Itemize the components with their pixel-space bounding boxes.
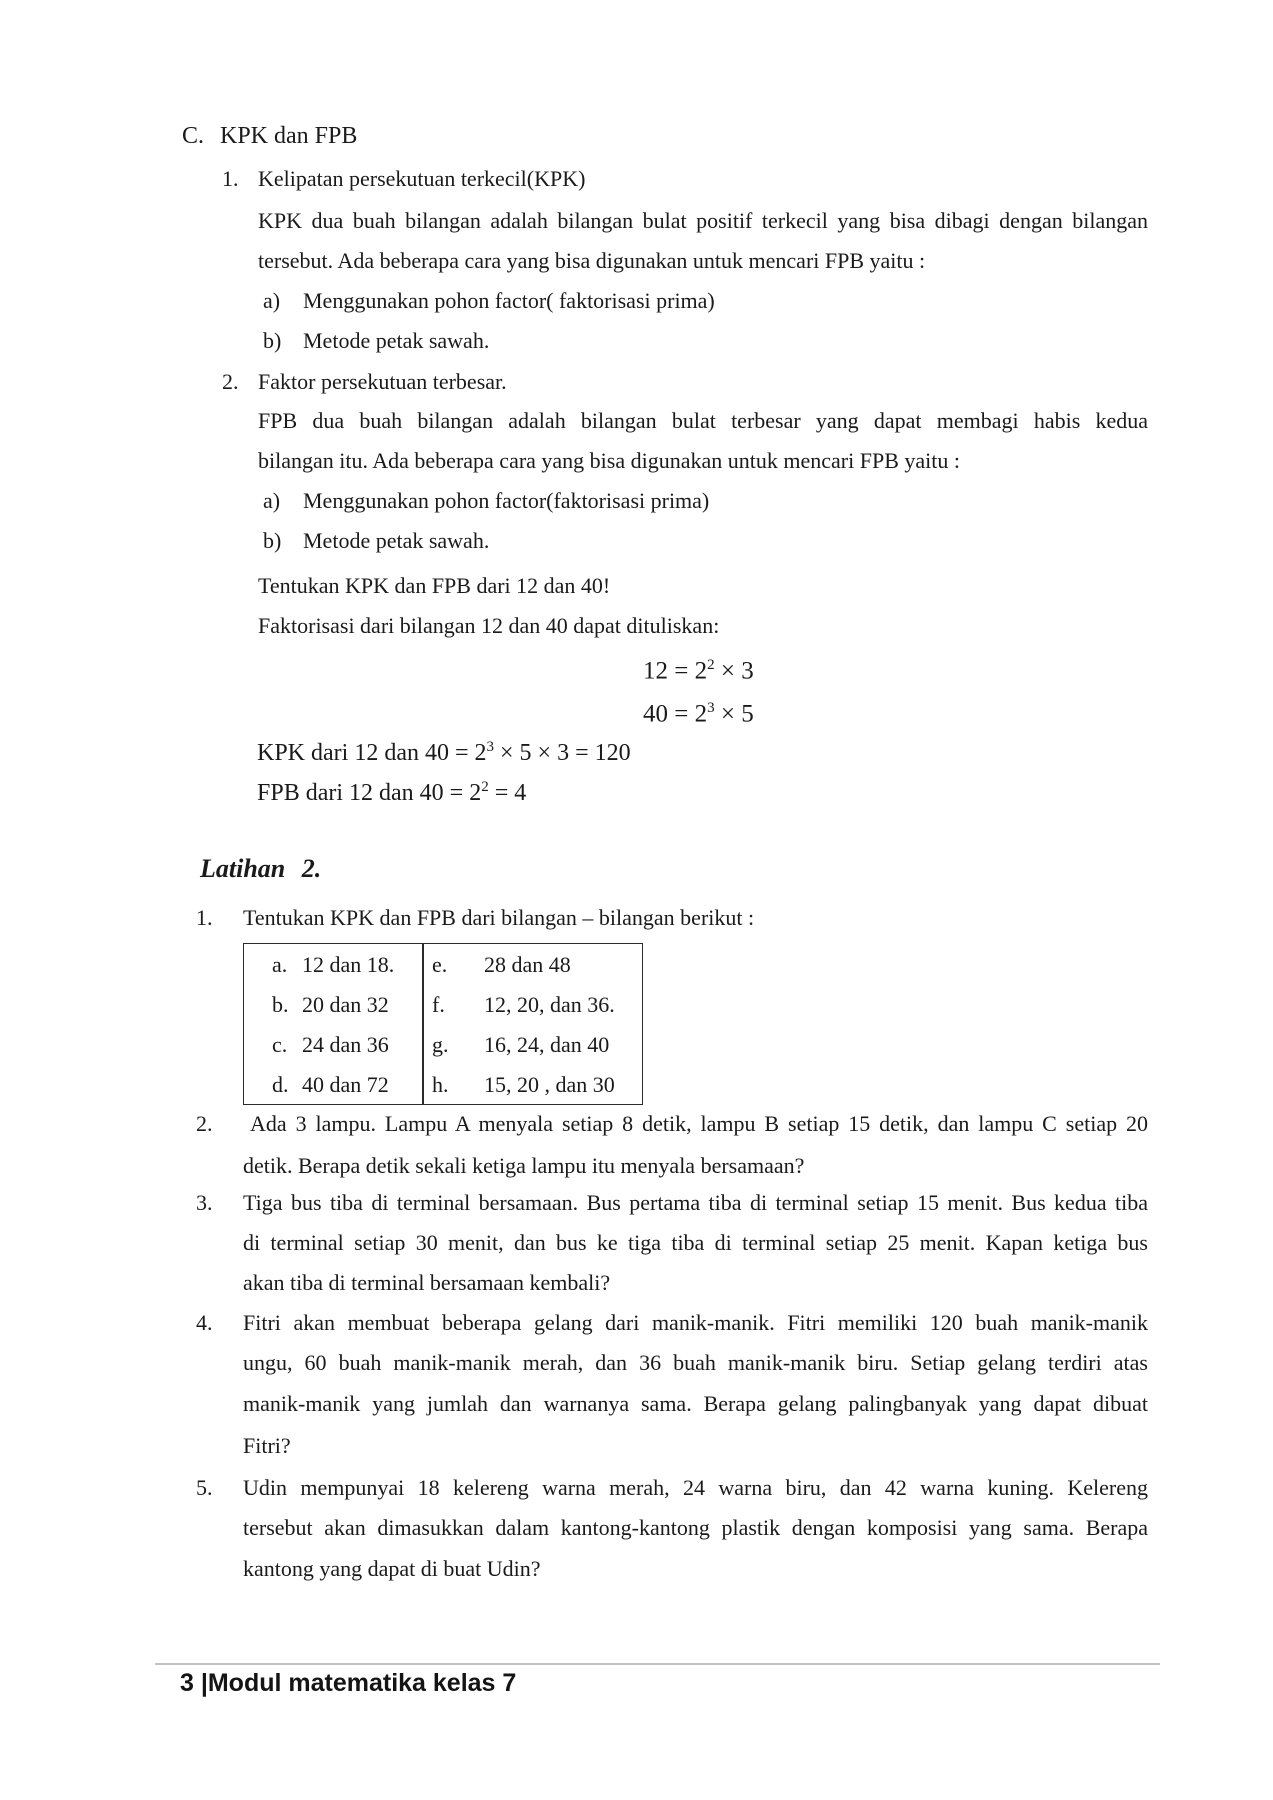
kpk-method-b-label: b) <box>263 328 282 353</box>
question-line: kantong yang dapat di buat Udin? <box>243 1556 541 1581</box>
equation-base: 40 = 2 <box>643 700 708 728</box>
question-line: tersebut akan dimasukkan dalam kantong-kantong plastik dengan komposisi yang sama. Berapa <box>243 1515 1148 1540</box>
equation-base: FPB dari 12 dan 40 = 2 <box>257 780 482 806</box>
equation-rest: × 5 × 3 = 120 <box>494 740 631 766</box>
fpb-result-line <box>257 767 526 807</box>
table-cell-value: 16, 24, dan 40 <box>484 1032 610 1057</box>
equation-rest: = 4 <box>488 780 527 806</box>
table-cell-label: c. <box>272 1032 288 1057</box>
fpb-method-a-text: Menggunakan pohon factor(faktorisasi prima) <box>303 488 710 513</box>
fpb-method-b-label: b) <box>263 528 282 553</box>
equation-exponent: 3 <box>486 739 495 755</box>
question-line: di terminal setiap 30 menit, dan bus ke tiga tiba di terminal setiap 25 menit. Kapan ketiga bus <box>243 1230 1148 1255</box>
table-row <box>244 985 642 1025</box>
table-cell-value: 12 dan 18. <box>302 952 395 977</box>
factorization-equation-40 <box>643 688 754 728</box>
table-cell-label: d. <box>272 1072 289 1097</box>
kpk-item-heading: Kelipatan persekutuan terkecil(KPK) <box>258 166 586 191</box>
kpk-method-a-label: a) <box>263 288 281 313</box>
question-line: Udin mempunyai 18 kelereng warna merah, 24 warna biru, dan 42 warna kuning. Kelereng <box>243 1475 1148 1500</box>
table-row <box>244 1065 642 1105</box>
example-intro: Faktorisasi dari bilangan 12 dan 40 dapat dituliskan: <box>258 613 720 638</box>
question-line: Fitri akan membuat beberapa gelang dari manik-manik. Fitri memiliki 120 buah manik-manik <box>243 1310 1148 1335</box>
question-line: ungu, 60 buah manik-manik merah, dan 36 buah manik-manik biru. Setiap gelang terdiri atas <box>243 1350 1148 1375</box>
equation-exponent: 3 <box>707 700 715 716</box>
question-number: 1. <box>196 905 213 930</box>
fpb-body-line: bilangan itu. Ada beberapa cara yang bisa digunakan untuk mencari FPB yaitu : <box>258 448 960 473</box>
factorization-equation-12 <box>643 645 754 685</box>
fpb-body-line: FPB dua buah bilangan adalah bilangan bulat terbesar yang dapat membagi habis kedua <box>258 408 1148 433</box>
question-number: 2. <box>196 1111 213 1136</box>
equation-base: 12 = 2 <box>643 657 708 685</box>
kpk-method-a-text: Menggunakan pohon factor( faktorisasi prima) <box>303 288 715 313</box>
question-line: detik. Berapa detik sekali ketiga lampu itu menyala bersamaan? <box>243 1153 805 1178</box>
table-cell-value: 15, 20 , dan 30 <box>484 1072 615 1097</box>
question-line: Ada 3 lampu. Lampu A menyala setiap 8 detik, lampu B setiap 15 detik, dan lampu C setiap 20 <box>250 1111 1148 1136</box>
fpb-item-number: 2. <box>222 369 239 394</box>
table-cell-label: h. <box>432 1072 449 1097</box>
table-row <box>244 945 642 985</box>
table-cell-label: e. <box>432 952 448 977</box>
table-row <box>244 1025 642 1065</box>
table-cell-value: 24 dan 36 <box>302 1032 389 1057</box>
kpk-body-line: KPK dua buah bilangan adalah bilangan bulat positif terkecil yang bisa dibagi dengan bilangan <box>258 208 1148 233</box>
question-number: 5. <box>196 1475 213 1500</box>
footer-page-label: 3 |Modul matematika kelas 7 <box>180 1669 517 1697</box>
table-cell-value: 40 dan 72 <box>302 1072 389 1097</box>
kpk-result-line <box>257 727 631 767</box>
section-label: C. <box>182 123 205 149</box>
question-line: akan tiba di terminal bersamaan kembali? <box>243 1270 611 1295</box>
table-cell-label: b. <box>272 992 289 1017</box>
equation-exponent: 2 <box>707 657 715 673</box>
kpk-method-b-text: Metode petak sawah. <box>303 328 490 353</box>
kpk-item-number: 1. <box>222 166 239 191</box>
footer-divider <box>155 1663 1160 1665</box>
equation-exponent: 2 <box>481 779 489 795</box>
exercise-title: Latihan 2. <box>200 854 322 883</box>
question-line: Tiga bus tiba di terminal bersamaan. Bus pertama tiba di terminal setiap 15 menit. Bus kedua tiba <box>243 1190 1148 1215</box>
table-cell-label: g. <box>432 1032 449 1057</box>
equation-rest: × 5 <box>714 700 754 728</box>
example-prompt: Tentukan KPK dan FPB dari 12 dan 40! <box>258 573 611 598</box>
section-title: KPK dan FPB <box>220 123 358 149</box>
table-cell-value: 20 dan 32 <box>302 992 389 1017</box>
question-number: 4. <box>196 1310 213 1335</box>
kpk-body-line: tersebut. Ada beberapa cara yang bisa digunakan untuk mencari FPB yaitu : <box>258 248 926 273</box>
question-line: Fitri? <box>243 1433 291 1458</box>
question-text: Tentukan KPK dan FPB dari bilangan – bilangan berikut : <box>243 905 755 930</box>
table-cell-label: a. <box>272 952 288 977</box>
exercise-table <box>243 943 643 1105</box>
equation-base: KPK dari 12 dan 40 = 2 <box>257 740 487 766</box>
table-cell-label: f. <box>432 992 445 1017</box>
fpb-method-a-label: a) <box>263 488 281 513</box>
equation-rest: × 3 <box>714 657 754 685</box>
fpb-method-b-text: Metode petak sawah. <box>303 528 490 553</box>
table-cell-value: 28 dan 48 <box>484 952 571 977</box>
question-line: manik-manik yang jumlah dan warnanya sama. Berapa gelang palingbanyak yang dapat dibuat <box>243 1391 1148 1416</box>
fpb-item-heading: Faktor persekutuan terbesar. <box>258 369 507 394</box>
question-number: 3. <box>196 1190 213 1215</box>
table-cell-value: 12, 20, dan 36. <box>484 992 615 1017</box>
